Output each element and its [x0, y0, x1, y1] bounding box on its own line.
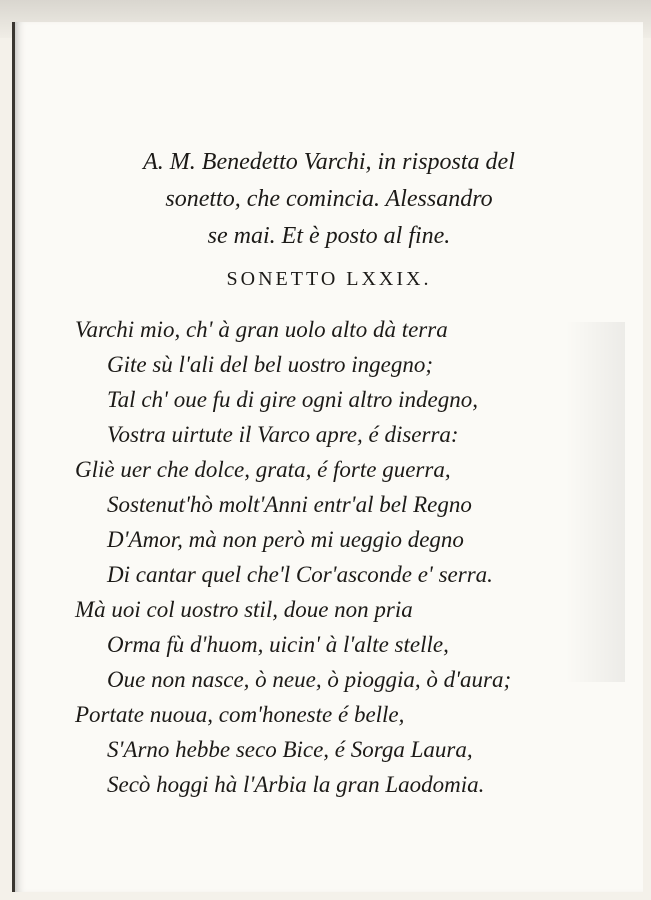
- poem-line: Portate nuoua, com'honeste é belle,: [75, 702, 405, 727]
- poem-line: Gliè uer che dolce, grata, é forte guerra,: [75, 457, 451, 482]
- poem-line: D'Amor, mà non però mi ueggio degno: [107, 527, 464, 552]
- poem-line: Di cantar quel che'l Cor'asconde e' serra.: [107, 562, 493, 587]
- sonnet-text: [75, 312, 615, 802]
- poem-line: Secò hoggi hà l'Arbia la gran Laodomia.: [107, 772, 485, 797]
- poem-line: Gite sù l'ali del bel uostro ingegno;: [107, 352, 434, 377]
- poem-line: Sostenut'hò molt'Anni entr'al bel Regno: [107, 492, 472, 517]
- poem-line: Vostra uirtute il Varco apre, é diserra:: [107, 422, 459, 447]
- heading-line-2: sonetto, che comincia. Alessandro: [165, 186, 493, 212]
- sonnet-title: SONETTO LXXIX.: [226, 268, 432, 290]
- poem-line: Oue non nasce, ò neue, ò pioggia, ò d'aura;: [107, 667, 512, 692]
- poem-line: S'Arno hebbe seco Bice, é Sorga Laura,: [107, 737, 473, 762]
- heading-line-1: A. M. Benedetto Varchi, in risposta del: [143, 149, 515, 175]
- poem-line: Mà uoi col uostro stil, doue non pria: [75, 597, 413, 622]
- poem-line: Tal ch' oue fu di gire ogni altro indegno,: [107, 387, 478, 412]
- dedication-heading: [15, 144, 643, 255]
- poem-line: Varchi mio, ch' à gran uolo alto dà terra: [75, 317, 448, 342]
- book-page: [12, 22, 643, 892]
- heading-line-3: se mai. Et è posto al fine.: [207, 223, 451, 249]
- poem-line: Orma fù d'huom, uicin' à l'alte stelle,: [107, 632, 449, 657]
